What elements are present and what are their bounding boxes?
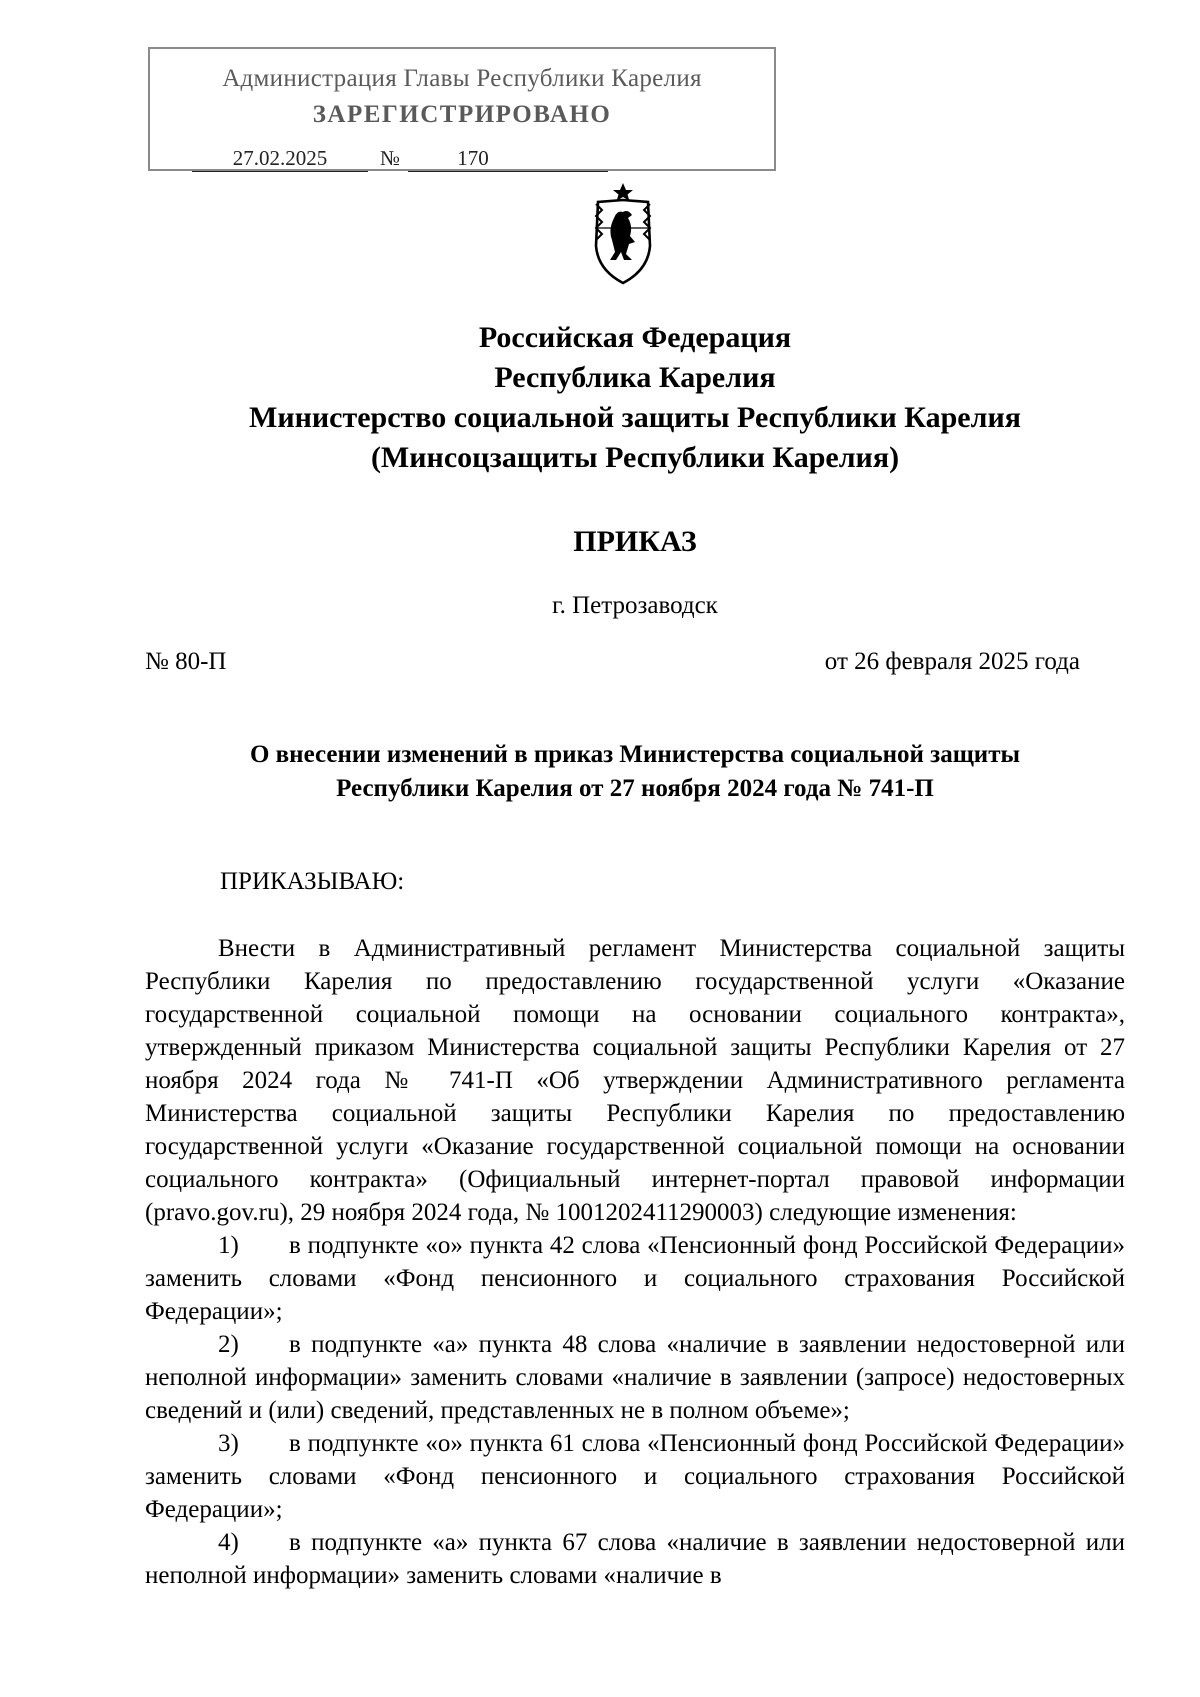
document-type: ПРИКАЗ <box>573 525 697 558</box>
list-item <box>145 1526 1125 1592</box>
list-item-text: в подпункте «о» пункта 61 слова «Пенсионный фонд Российской Федерации» заменить словами «Фонд пенсионного и социального страхования Российской Федерации»; <box>145 1430 1125 1523</box>
document-header <box>0 318 1200 478</box>
list-item-number: 1) <box>218 1232 239 1259</box>
subject-line-2: Республики Карелия от 27 ноября 2024 года № 741-П <box>336 775 934 802</box>
document-city: г. Петрозаводск <box>552 592 718 619</box>
list-item-number: 4) <box>218 1529 239 1556</box>
decree-word: ПРИКАЗЫВАЮ: <box>220 868 405 895</box>
document-number: № 80-П <box>145 648 227 675</box>
list-item <box>145 1427 1125 1526</box>
republic-name: Республика Карелия <box>494 361 776 394</box>
stamp-date: 27.02.2025 <box>192 146 368 172</box>
subject-line-1: О внесении изменений в приказ Министерства социальной защиты <box>249 741 1021 768</box>
document-date: от 26 февраля 2025 года <box>824 648 1080 675</box>
document-body <box>145 932 1125 1592</box>
list-item-number: 3) <box>218 1430 239 1457</box>
list-item-text: в подпункте «а» пункта 67 слова «наличие в заявлении недостоверной или неполной информации» заменить словами «наличие в <box>145 1529 1125 1589</box>
document-subject <box>145 738 1125 806</box>
registration-stamp <box>148 47 776 171</box>
stamp-number-sign: № <box>380 146 401 170</box>
intro-paragraph: Внести в Административный регламент Министерства социальной защиты Республики Карелия по предоставлению государственной услуги «Оказание государственной социальной помощи на основании социального контракта», утвержденный приказом Министерства социальной защиты Республики Карелия от 27 ноября 2024 года № 741-П «Об утверждении Административного регламента Министерства социальной защиты Республики Карелия по предоставлению государственной услуги «Оказание государственной социальной помощи на основании социального контракта» (Официальный интернет-портал правовой информации (pravo.gov.ru), 29 ноября 2024 года, № 1001202411290003) следующие изменения: <box>145 935 1125 1226</box>
stamp-status: ЗАРЕГИСТРИРОВАНО <box>312 101 612 128</box>
ministry-short-name: (Минсоцзащиты Республики Карелия) <box>370 441 900 474</box>
list-item-number: 2) <box>218 1331 239 1358</box>
list-item-text: в подпункте «о» пункта 42 слова «Пенсионный фонд Российской Федерации» заменить словами «Фонд пенсионного и социального страхования Российской Федерации»; <box>145 1232 1125 1325</box>
country-name: Российская Федерация <box>478 321 792 354</box>
list-item <box>145 1229 1125 1328</box>
list-item-text: в подпункте «а» пункта 48 слова «наличие в заявлении недостоверной или неполной информации» заменить словами «наличие в заявлении (запросе) недостоверных сведений и (или) сведений, представленных не в полном объеме»; <box>145 1331 1125 1424</box>
karelia-coat-of-arms-icon <box>588 182 658 288</box>
stamp-number: 170 <box>408 146 608 172</box>
ministry-name: Министерство социальной защиты Республики Карелия <box>249 401 1021 434</box>
stamp-organization: Администрация Главы Республики Карелия <box>222 65 702 92</box>
list-item <box>145 1328 1125 1427</box>
